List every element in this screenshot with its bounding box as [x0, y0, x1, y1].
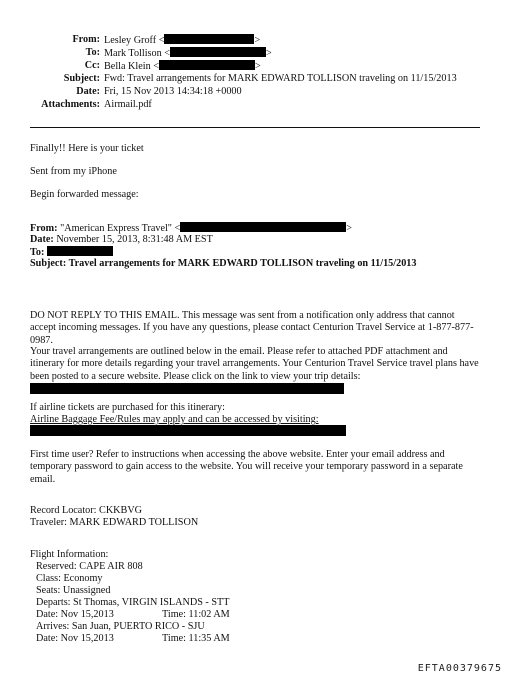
- header-date-row: [0, 86, 512, 99]
- flight-arrive-date: Date: Nov 15,2013: [36, 633, 114, 644]
- record-locator: Record Locator: CKKBVG: [30, 505, 143, 516]
- flight-class: Class: Economy: [36, 573, 103, 584]
- redacted-link-baggage: [30, 425, 346, 436]
- airline-tickets-line: If airline tickets are purchased for this itinerary:: [30, 402, 225, 413]
- flight-seats: Seats: Unassigned: [36, 585, 111, 596]
- header-cc-row: [0, 60, 512, 73]
- body-line-iphone: Sent from my iPhone: [30, 166, 117, 177]
- header-cc-value: [104, 60, 261, 72]
- traveler-name: Traveler: MARK EDWARD TOLLISON: [30, 517, 199, 528]
- redaction-bar: [47, 246, 113, 256]
- header-subject-row: [0, 73, 512, 86]
- header-from-row: [0, 34, 512, 47]
- flight-reserved: Reserved: CAPE AIR 808: [36, 561, 143, 572]
- header-date-value: Fri, 15 Nov 2013 14:34:18 +0000: [104, 86, 242, 97]
- header-from-name: Lesley Groff <: [104, 35, 165, 46]
- header-date-label: Date:: [76, 86, 100, 97]
- forwarded-subject-value: Travel arrangements for MARK EDWARD TOLLISON traveling on 11/15/2013: [68, 258, 417, 269]
- header-cc-label: Cc:: [84, 60, 100, 71]
- header-subject-label: Subject:: [63, 73, 100, 84]
- redaction-bar: [180, 222, 346, 232]
- header-attachments-label: Attachments:: [41, 99, 100, 110]
- redaction-bar: [164, 34, 254, 44]
- header-attachments-value[interactable]: Airmail.pdf: [104, 99, 152, 110]
- flight-arrive-time: Time: 11:35 AM: [162, 633, 230, 644]
- body-line-forwarded: Begin forwarded message:: [30, 189, 139, 200]
- header-to-name: Mark Tollison <: [104, 48, 170, 59]
- forwarded-date-value: November 15, 2013, 8:31:48 AM EST: [56, 234, 213, 245]
- header-cc-name: Bella Klein <: [104, 61, 159, 72]
- arrangements-paragraph: Your travel arrangements are outlined below in the email. Please refer to attached PDF attachment and itinerary for more details regarding your travel arrangements. Your Centurion Travel Service travel plans have been posted to a secure website. Please click on the link to view your trip details:: [30, 346, 479, 382]
- forwarded-from-value: "American Express Travel" <: [60, 223, 181, 234]
- header-from-value: [104, 34, 260, 46]
- header-to-row: [0, 47, 512, 60]
- redaction-bar: [159, 60, 255, 70]
- flight-departs: Departs: St Thomas, VIRGIN ISLANDS - STT: [36, 597, 230, 608]
- header-cc-close: >: [254, 61, 261, 72]
- forwarded-to-label: To:: [30, 247, 45, 258]
- forwarded-subject-row: [30, 258, 416, 270]
- flight-info-heading: Flight Information:: [30, 549, 109, 560]
- forwarded-from-label: From:: [30, 223, 58, 234]
- header-from-close: >: [254, 35, 261, 46]
- header-subject-value: Fwd: Travel arrangements for MARK EDWARD TOLLISON traveling on 11/15/2013: [104, 73, 457, 84]
- baggage-fee-line: Airline Baggage Fee/Rules may apply and can be accessed by visiting:: [30, 414, 319, 425]
- header-attachments-row: [0, 99, 512, 112]
- header-divider: [30, 127, 480, 128]
- redaction-bar: [170, 47, 266, 57]
- forwarded-date-row: [30, 234, 213, 246]
- notice-paragraph: DO NOT REPLY TO THIS EMAIL. This message was sent from a notification only address that cannot accept incoming messages. If you have any questions, please contact Centurion Travel Service at 1-877-877-0987.: [30, 310, 474, 346]
- body-line-ticket: Finally!! Here is your ticket: [30, 143, 144, 154]
- flight-depart-date: Date: Nov 15,2013: [36, 609, 114, 620]
- flight-depart-time: Time: 11:02 AM: [162, 609, 230, 620]
- header-to-close: >: [265, 48, 272, 59]
- header-to-label: To:: [85, 47, 100, 58]
- forwarded-date-label: Date:: [30, 234, 54, 245]
- document-id: EFTA00379675: [417, 663, 502, 674]
- header-to-value: [104, 47, 272, 59]
- flight-arrives: Arrives: San Juan, PUERTO RICO - SJU: [36, 621, 205, 632]
- forwarded-from-close: >: [346, 223, 353, 234]
- forwarded-subject-label: Subject:: [30, 258, 67, 269]
- redacted-link-trip-details: [30, 383, 344, 394]
- header-from-label: From:: [72, 34, 100, 45]
- first-time-user-paragraph: First time user? Refer to instructions when accessing the above website. Enter your email address and temporary password to gain access to the website. You will receive your temporary password in a separate email.: [30, 449, 463, 485]
